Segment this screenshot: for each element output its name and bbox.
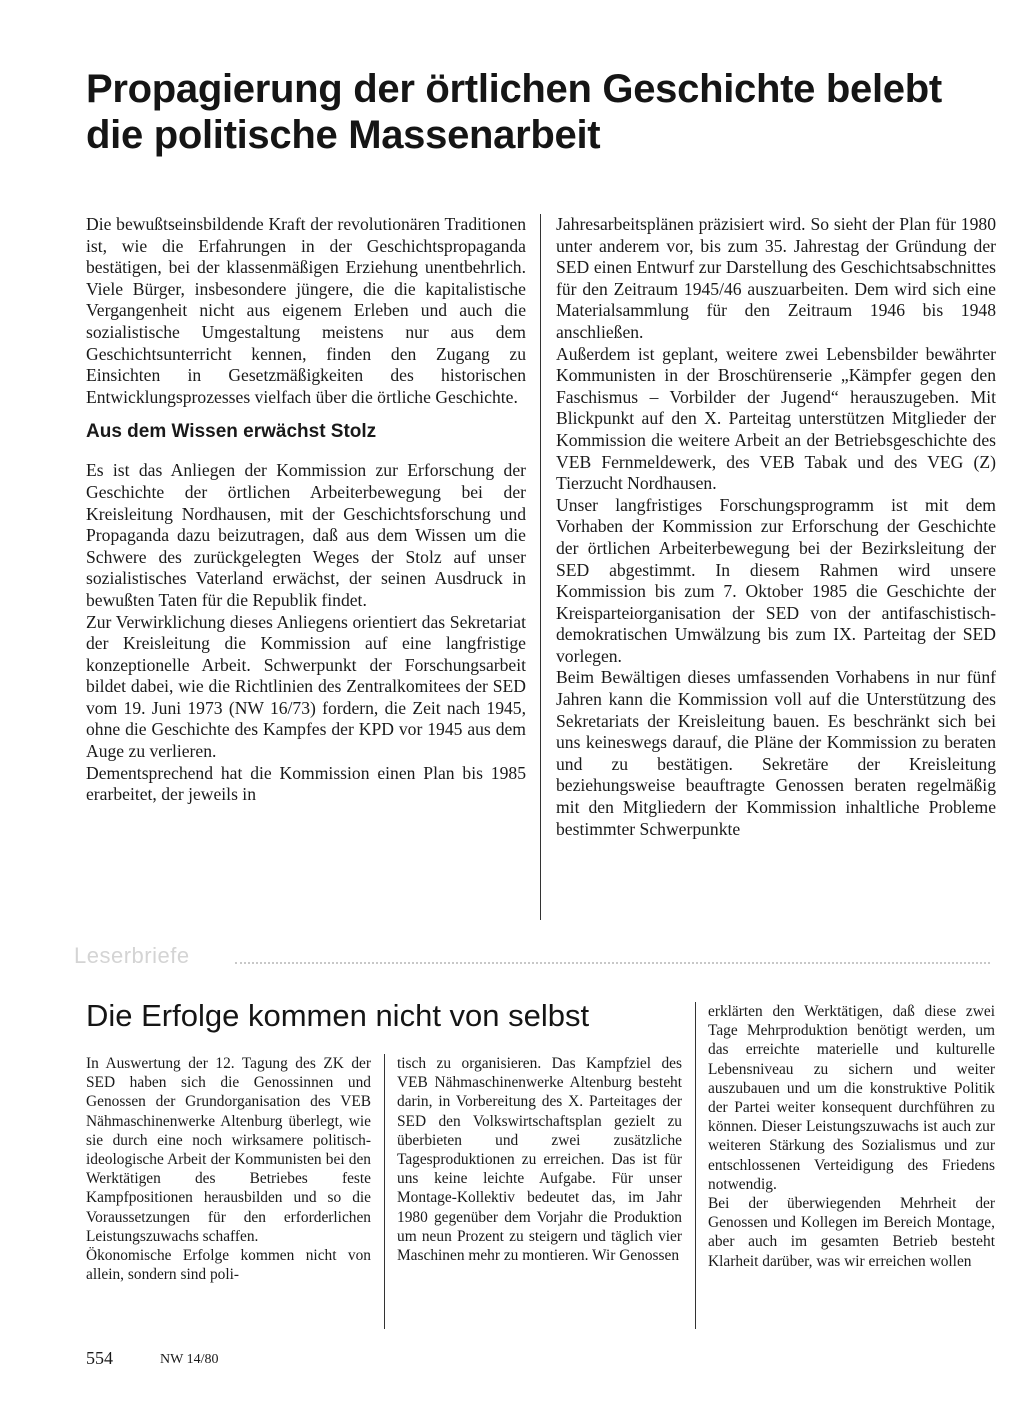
paragraph: Beim Bewältigen dieses umfassenden Vorhabens in nur fünf Jahren kann die Kommission voll auf die Unterstützung des Sekretariats der Kreisleitung bauen. Es beschränkt sich bei uns keineswegs darauf, die Pläne der Kommission zu beraten und zu bestätigen. Sekretäre der Kreisleitung beziehungsweise beauftragte Genossen beraten regelmäßig mit den Mitgliedern der Kommission inhaltliche Probleme bestimmter Schwerpunkte bbox=[556, 667, 996, 839]
paragraph: In Auswertung der 12. Tagung des ZK der SED haben sich die Genossinnen und Genossen der Grundorganisation des VEB Nähmaschinenwerke Altenburg überlegt, wie sie durch eine noch wirksamere politisch-ideologische Arbeit der Kommunisten bei den Werktätigen des Betriebes feste Kampfpositionen herausbilden und so die Voraussetzungen für den erforderlichen Leistungszuwachs schaffen. bbox=[86, 1055, 371, 1245]
paragraph: Ökonomische Erfolge kommen nicht von allein, sondern sind poli- bbox=[86, 1247, 371, 1284]
page-number: 554 bbox=[86, 1348, 113, 1368]
article-column-right bbox=[556, 214, 996, 840]
section-label: Leserbriefe bbox=[74, 943, 190, 968]
article-column-left bbox=[86, 214, 526, 806]
section-divider bbox=[235, 962, 990, 964]
paragraph: Dementsprechend hat die Kommission einen Plan bis 1985 erarbeitet, der jeweils in bbox=[86, 762, 526, 805]
subheading: Aus dem Wissen erwächst Stolz bbox=[86, 421, 377, 443]
column-divider bbox=[384, 1054, 385, 1329]
paragraph: Die bewußtseinsbildende Kraft der revolutionären Traditionen ist, wie die Erfahrungen in der Geschichtspropaganda bestätigen, bei der klassenmäßigen Erziehung unentbehrlich. Viele Bürger, insbesondere jüngere, die die kapitalistische Vergangenheit nicht aus eigenem Erleben und auch die sozialistische Umgestaltung meistens nur aus dem Geschichtsunterricht kennen, finden den Zugang zu Einsichten in Gesetzmäßigkeiten des historischen Entwicklungsprozesses vielfach über die örtliche Geschichte. bbox=[86, 214, 526, 407]
letter-column-2 bbox=[397, 1054, 682, 1265]
paragraph: Jahresarbeitsplänen präzisiert wird. So sieht der Plan für 1980 unter anderem vor, bis zum 35. Jahrestag der Gründung der SED einen Entwurf zur Darstellung des Geschichtsabschnittes für den Zeitraum 1945/46 auszuarbeiten. Dem wird sich eine Materialsammlung für den Zeitraum 1946 bis 1948 anschließen. bbox=[556, 214, 996, 342]
paragraph: Außerdem ist geplant, weitere zwei Lebensbilder bewährter Kommunisten in der Broschürenserie „Kämpfer gegen den Faschismus – Vorbilder der Jugend“ herauszugeben. Mit Blickpunkt auf den X. Parteitag unterstützen Mitglieder der Kommission die weitere Arbeit an der Betriebsgeschichte des VEB Fernmeldewerk, des VEB Tabak und des VEG (Z) Tierzucht Nordhausen. bbox=[556, 343, 996, 494]
column-divider bbox=[540, 214, 541, 920]
article-headline: Propagierung der örtlichen Geschichte belebt die politische Massenarbeit bbox=[86, 67, 942, 157]
paragraph: Zur Verwirklichung dieses Anliegens orientiert das Sekretariat der Kreisleitung die Kommission auf eine langfristige konzeptionelle Arbeit. Schwerpunkt der Forschungsarbeit bildet dabei, wie die Richtlinien des Zentralkomitees der SED vom 19. Juni 1973 (NW 16/73) fordern, die Zeit nach 1945, ohne die Geschichte des Kampfes der KPD vor 1945 aus dem Auge zu verlieren. bbox=[86, 611, 526, 762]
paragraph: Unser langfristiges Forschungsprogramm ist mit dem Vorhaben der Kommission zur Erforschung der Geschichte der örtlichen Arbeiterbewegung bei der Bezirksleitung der SED abgestimmt. In diesem Rahmen wird unsere Kommission bis zum 7. Oktober 1985 die Geschichte der Kreisparteiorganisation der SED von der antifaschistisch-demokratischen Umwälzung bis zum IX. Parteitag der SED vorlegen. bbox=[556, 494, 996, 666]
paragraph: erklärten den Werktätigen, daß diese zwei Tage Mehrproduktion benötigt werden, um das erreichte materielle und kulturelle Lebensniveau zu sichern und weiter auszubauen und um die konstruktive Politik der Partei weiter konsequent durchführen zu können. Dieser Leistungszuwachs ist auch zur weiteren Stärkung des Sozialismus und zur entschlossenen Verteidigung des Friedens notwendig. bbox=[708, 1003, 995, 1193]
letter-column-1 bbox=[86, 1054, 371, 1284]
column-divider bbox=[695, 1002, 696, 1329]
issue-reference: NW 14/80 bbox=[160, 1352, 219, 1367]
letter-column-3 bbox=[708, 1002, 995, 1271]
paragraph: Bei der überwiegenden Mehrheit der Genossen und Kollegen im Bereich Montage, aber auch im gesamten Betrieb besteht Klarheit darüber, was wir erreichen wollen bbox=[708, 1195, 995, 1270]
paragraph: Es ist das Anliegen der Kommission zur Erforschung der Geschichte der örtlichen Arbeiterbewegung bei der Kreisleitung Nordhausen, mit der Geschichtsforschung und Propaganda dazu beizutragen, daß aus dem Wissen um die Schwere des zurückgelegten Weges der Stolz auf unser sozialistisches Vaterland erwächst, der seinen Ausdruck in bewußten Taten für die Republik findet. bbox=[86, 460, 526, 610]
letter-headline: Die Erfolge kommen nicht von selbst bbox=[86, 998, 590, 1033]
paragraph: tisch zu organisieren. Das Kampfziel des VEB Nähmaschinenwerke Altenburg besteht darin, in Vorbereitung des X. Parteitages der SED den Volkswirtschaftsplan gezielt zu überbieten und zwei zusätzliche Tagesproduktionen zu erreichen. Das ist für uns keine leichte Aufgabe. Für unser Montage-Kollektiv bedeutet das, im Jahr 1980 gegenüber dem Vorjahr die Produktion um neun Prozent zu steigern und täglich vier Maschinen mehr zu montieren. Wir Genossen bbox=[397, 1055, 682, 1265]
